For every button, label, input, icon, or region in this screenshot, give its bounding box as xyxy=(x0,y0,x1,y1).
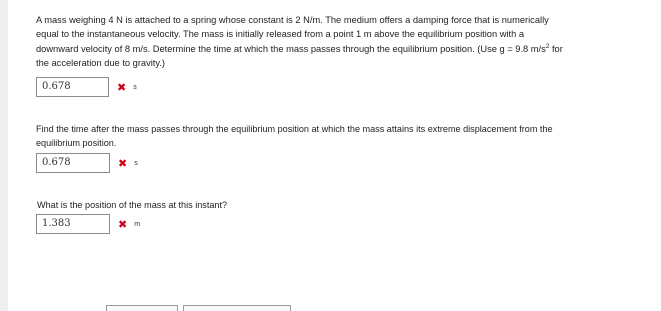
bottom-button-1[interactable] xyxy=(106,305,178,311)
problem-line-3-tail: for xyxy=(549,43,563,54)
bottom-button-2[interactable] xyxy=(183,305,291,311)
answer-row-3 xyxy=(36,214,140,234)
answer-input-3[interactable]: 1.383 xyxy=(36,214,110,234)
unit-label-2: s xyxy=(134,159,138,167)
question-3-text: What is the position of the mass at this instant? xyxy=(37,200,228,210)
problem-line-1: A mass weighing 4 N is attached to a spring whose constant is 2 N/m. The medium offers a damping force that is numerically xyxy=(36,15,549,25)
page-edge xyxy=(0,0,8,311)
answer-input-2[interactable]: 0.678 xyxy=(36,153,110,173)
answer-row-1 xyxy=(36,77,137,97)
question-2-text xyxy=(36,122,654,150)
problem-statement xyxy=(36,13,654,71)
answer-row-2 xyxy=(36,153,138,173)
close-icon: ✖ xyxy=(117,80,127,94)
answer-input-1[interactable]: 0.678 xyxy=(36,77,109,97)
superscript: 2 xyxy=(545,42,550,50)
problem-line-3 xyxy=(36,42,654,56)
unit-label-1: s xyxy=(133,83,137,91)
close-icon: ✖ xyxy=(118,217,128,231)
problem-line-2: equal to the instantaneous velocity. The mass is initially released from a point 1 m above the equilibrium position with a xyxy=(36,29,525,40)
problem-line-3-main: downward velocity of 8 m/s. Determine the time at which the mass passes through the equilibrium position. (Use g = 9.8 m/s xyxy=(36,43,546,54)
question-2-line-1: Find the time after the mass passes through the equilibrium position at which the mass attains its extreme displacement from the xyxy=(36,124,553,134)
problem-line-4: the acceleration due to gravity.) xyxy=(36,58,166,69)
unit-label-3: m xyxy=(134,220,141,228)
close-icon: ✖ xyxy=(118,156,128,170)
question-2-line-2: equilibrium position. xyxy=(36,138,117,148)
